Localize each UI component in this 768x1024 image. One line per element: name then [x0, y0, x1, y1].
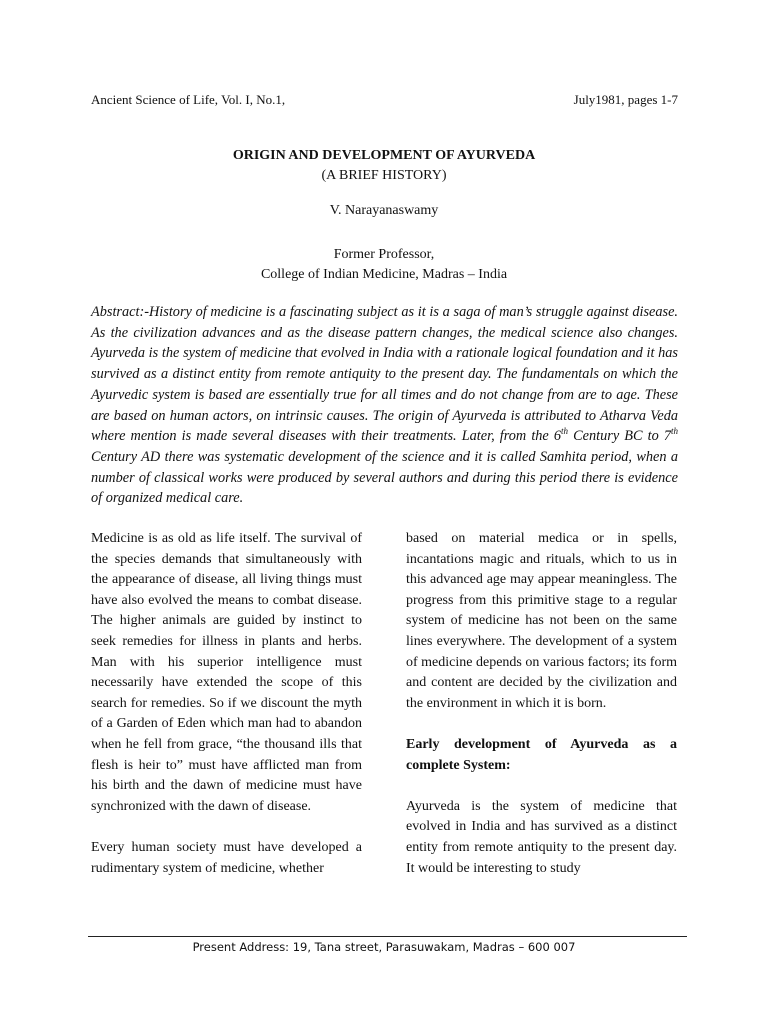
abstract-sup-2: th: [670, 426, 678, 437]
affiliation: [0, 245, 768, 285]
author-name: V. Narayanaswamy: [329, 203, 439, 218]
abstract-text-2: Century BC to 7: [568, 428, 671, 445]
body-paragraph: Medicine is as old as life itself. The survival of the species demands that simultaneously with the appearance of disease, all living things must have also evolved the means to combat disease. The higher animals are guided by instinct to seek remedies for illness in plants and herbs. Man with his superior intelligence must necessarily have extended the scope of this search for remedies. So if we discount the myth of a Garden of Eden which man had to abandon when he fell from grace, “the thousand ills that flesh is heir to” must have afflicted man from his birth and the dawn of medicine must have synchronized with the dawn of disease.: [91, 531, 362, 814]
running-header: [91, 92, 678, 108]
paper-title: ORIGIN AND DEVELOPMENT OF AYURVEDA: [232, 148, 536, 163]
footer-address: Present Address: 19, Tana street, Parasuwakam, Madras – 600 007: [192, 940, 576, 954]
section-heading: Early development of Ayurveda as a complete System:: [406, 736, 677, 773]
abstract-sup-1: th: [561, 426, 569, 437]
title-block: [0, 146, 768, 186]
body-column-right: [406, 529, 677, 879]
abstract: [91, 302, 678, 509]
abstract-text-3: Century AD there was systematic development of the science and it is called Samhita period, when a number of classical works were produced by several authors and during this period there is evidence of organized medical care.: [91, 448, 678, 507]
body-paragraph: Every human society must have developed a rudimentary system of medicine, whether: [91, 839, 362, 876]
affiliation-line-2: College of Indian Medicine, Madras – India: [260, 267, 508, 282]
body-column-left: [91, 529, 362, 879]
footer-rule: [88, 936, 687, 937]
affiliation-line-1: Former Professor,: [333, 247, 435, 262]
body-paragraph: based on material medica or in spells, incantations magic and rituals, which to us in this advanced age may appear meaningless. The progress from this primitive stage to a regular system of medicine has not been on the same lines everywhere. The development of a system of medicine depends on various factors; its form and content are decided by the civilization and the environment in which it is born.: [406, 531, 677, 711]
body-paragraph: Ayurveda is the system of medicine that evolved in India and has survived as a distinct entity from remote antiquity to the present day. It would be interesting to study: [406, 798, 677, 876]
paper-subtitle: (A BRIEF HISTORY): [321, 168, 447, 183]
abstract-text-1: Abstract:-History of medicine is a fascinating subject as it is a saga of man’s struggle against disease. As the civilization advances and as the disease pattern changes, the medical science also changes. Ayurveda is the system of medicine that evolved in India with a rationale logical foundation and it has survived as a distinct entity from remote antiquity to the present day. The fundamentals on which the Ayurvedic system is based are essentially true for all times and do not change from are to age. These are based on human actors, on intrinsic causes. The origin of Ayurveda is attributed to Atharva Veda where mention is made several diseases with their treatments. Later, from the 6: [91, 304, 678, 445]
date-pages: July1981, pages 1-7: [573, 92, 678, 107]
journal-citation: Ancient Science of Life, Vol. I, No.1,: [91, 92, 286, 107]
